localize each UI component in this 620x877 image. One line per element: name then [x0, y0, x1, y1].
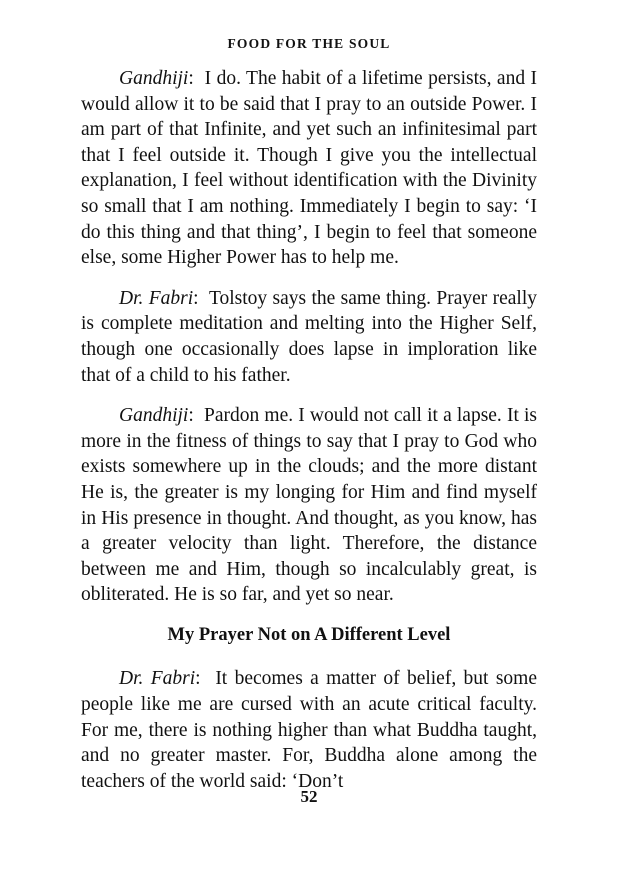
dialogue-paragraph: Gandhiji: I do. The habit of a lifetime persists, and I would allow it to be said that I pray to an outside Power. I am part of that Infinite, and yet such an infinitesimal part that I feel outside it. Though I give you the intellectual explanation, I feel without identification with the Divinity so small that I am nothing. Immediately I begin to say: ‘I do this thing and that thing’, I begin to feel that someone else, some Higher Power has to help me.: [81, 68, 538, 269]
dialogue-paragraph: Dr. Fabri: Tolstoy says the same thing. Prayer really is complete meditation and melting into the Higher Self, though one occasionally does lapse in imploration like that of a child to his father.: [81, 287, 537, 386]
dialogue-paragraph: Gandhiji: Pardon me. I would not call it a lapse. It is more in the fitness of things to say that I pray to God who exists somewhere up in the clouds; and the more distant He is, the greater is my longing for Him and find myself in His presence in thought. And thought, as you know, has a greater velocity than light. Therefore, the distance between me and Him, though so incalculably great, is obliterated. He is so far, and yet so near.: [81, 405, 537, 606]
page-body: [81, 66, 537, 809]
speaker-name: Gandhiji: [119, 405, 189, 427]
paragraph-text: It becomes a matter of belief, but some people like me are cursed with an acute critical faculty. For me, there is nothing higher than what Buddha taught, and no greater master. For, Buddha alone among the teachers of the world said: ‘Don’t: [81, 668, 537, 792]
page-number: 52: [300, 787, 318, 806]
dialogue-paragraph: Dr. Fabri: It becomes a matter of belief, but some people like me are cursed with an acute critical faculty. For me, there is nothing higher than what Buddha taught, and no greater master. For, Buddha alone among the teachers of the world said: ‘Don’t: [81, 668, 537, 792]
section-heading: My Prayer Not on A Different Level: [167, 624, 451, 645]
paragraph-text: Tolstoy says the same thing. Prayer really is complete meditation and melting into the Higher Self, though one occasionally does lapse in imploration like that of a child to his father.: [81, 287, 537, 386]
speaker-name: Dr. Fabri: [119, 287, 194, 309]
paragraph-text: I do. The habit of a lifetime persists, and I would allow it to be said that I pray to an outside Power. I am part of that Infinite, and yet such an infinitesimal part that I feel outside it. Though I give you the intellectual explanation, I feel without identification with the Divinity so small that I am nothing. Immediately I begin to say: ‘I do this thing and that thing’, I begin to feel that someone else, some Higher Power has to help me.: [81, 68, 538, 269]
paragraph-text: Pardon me. I would not call it a lapse. It is more in the fitness of things to say that I pray to God who exists somewhere up in the clouds; and the more distant He is, the greater is my longing for Him and find myself in His presence in thought. And thought, as you know, has a greater velocity than light. Therefore, the distance between me and Him, though so incalculably great, is obliterated. He is so far, and yet so near.: [81, 405, 537, 606]
speaker-name: Gandhiji: [119, 68, 189, 89]
running-head: FOOD FOR THE SOUL: [227, 36, 391, 51]
speaker-name: Dr. Fabri: [119, 668, 196, 690]
